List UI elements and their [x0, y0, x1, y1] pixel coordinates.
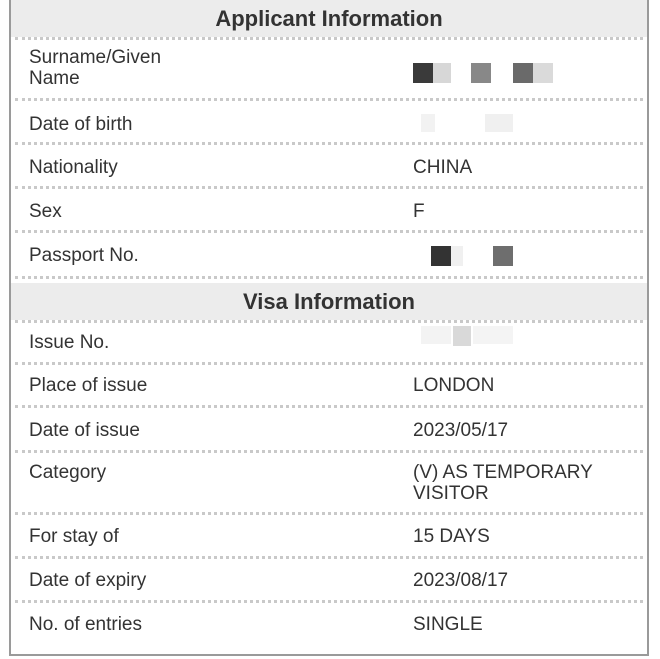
divider: [15, 142, 643, 145]
divider: [15, 450, 643, 453]
redaction-block: [513, 63, 533, 83]
redaction-block: [471, 63, 491, 83]
divider: [15, 37, 643, 40]
redaction-block: [451, 246, 463, 266]
redaction-block: [533, 63, 553, 83]
redaction-block: [485, 114, 513, 132]
label-nationality: Nationality: [29, 157, 118, 178]
redaction-block: [413, 63, 433, 83]
divider: [15, 556, 643, 559]
redaction-block: [453, 326, 471, 346]
value-for-stay-of: 15 DAYS: [413, 526, 490, 547]
value-date-of-expiry: 2023/08/17: [413, 570, 509, 591]
value-sex: F: [413, 201, 425, 222]
divider: [15, 186, 643, 189]
value-date-of-issue: 2023/05/17: [413, 420, 509, 441]
label-for-stay-of: For stay of: [29, 526, 119, 547]
redaction-block: [433, 63, 451, 83]
redaction-block: [421, 114, 435, 132]
divider: [15, 362, 643, 365]
label-date-of-birth: Date of birth: [29, 114, 133, 135]
divider: [15, 600, 643, 603]
divider: [15, 230, 643, 233]
value-no-of-entries: SINGLE: [413, 614, 483, 635]
label-sex: Sex: [29, 201, 62, 222]
divider: [15, 405, 643, 408]
label-no-of-entries: No. of entries: [29, 614, 142, 635]
label-place-of-issue: Place of issue: [29, 375, 148, 396]
visa-record-table: [9, 0, 649, 656]
label-name: Surname/Given Name: [29, 47, 162, 89]
redaction-block: [421, 326, 451, 344]
value-category: (V) AS TEMPORARY VISITOR: [413, 462, 593, 504]
label-issue-no: Issue No.: [29, 332, 110, 353]
value-place-of-issue: LONDON: [413, 375, 495, 396]
value-nationality: CHINA: [413, 157, 473, 178]
label-category: Category: [29, 462, 107, 483]
divider: [15, 276, 643, 279]
divider: [15, 512, 643, 515]
visa-section-title: Visa Information: [11, 283, 647, 320]
label-date-of-issue: Date of issue: [29, 420, 140, 441]
divider: [15, 98, 643, 101]
applicant-section-title: Applicant Information: [11, 0, 647, 37]
redaction-block: [473, 326, 513, 344]
redaction-block: [431, 246, 451, 266]
label-passport-no: Passport No.: [29, 245, 139, 266]
divider: [15, 320, 643, 323]
redaction-block: [493, 246, 513, 266]
label-date-of-expiry: Date of expiry: [29, 570, 147, 591]
